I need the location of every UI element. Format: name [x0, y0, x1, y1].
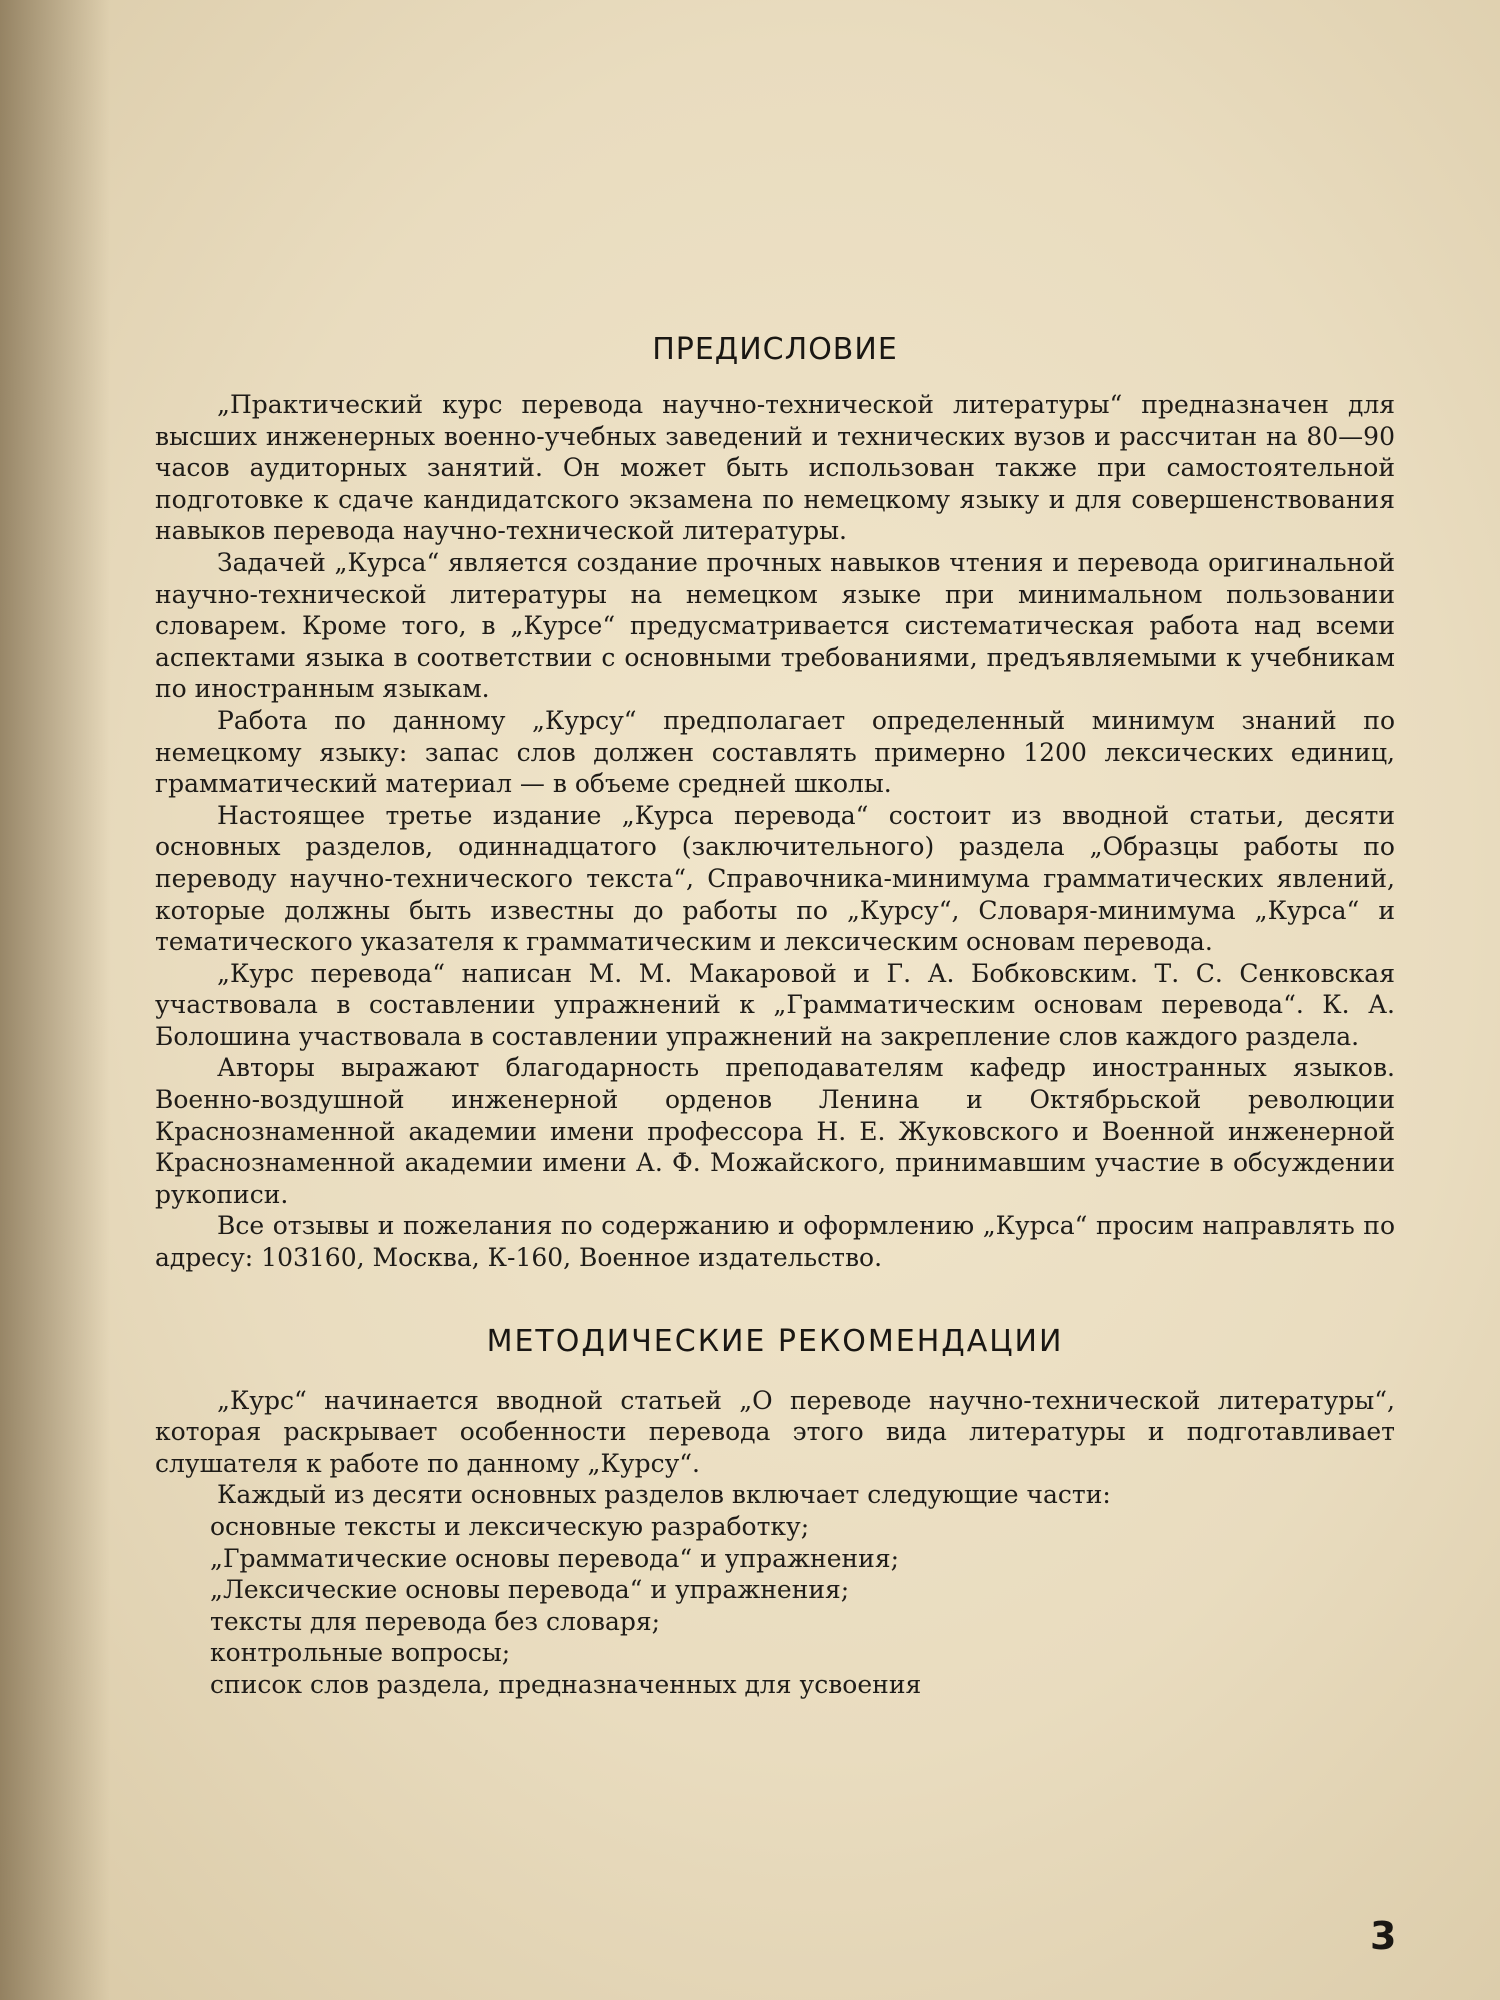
- recommendations-list-intro: Каждый из десяти основных разделов включает следующие части:: [217, 1480, 1111, 1510]
- preface-paragraph-4: Настоящее третье издание „Курса перевода“ состоит из вводной статьи, десяти основных разделов, одиннадцатого (заключительного) раздела „Образцы работы по переводу научно-технического текста“, Справочника-минимума грамматических явлений, которые должны быть известны до работы по „Курсу“, Словаря-минимума „Курса“ и тематического указателя к грамматическим и лексическим основам перевода.: [155, 800, 1395, 957]
- preface-paragraph-3: Работа по данному „Курсу“ предполагает определенный минимум знаний по немецкому языку: запас слов должен составлять примерно 1200 лексических единиц, грамматический материал — в объеме средней школы.: [155, 705, 1395, 799]
- preface-paragraph-2: Задачей „Курса“ является создание прочных навыков чтения и перевода оригинальной научно-технической литературы на немецком языке при минимальном пользовании словарем. Кроме того, в „Курсе“ предусматривается систематическая работа над всеми аспектами языка в соответствии с основными требованиями, предъявляемыми к учебникам по иностранным языкам.: [155, 547, 1395, 704]
- list-item: список слов раздела, предназначенных для усвоения: [210, 1669, 922, 1699]
- list-item: тексты для перевода без словаря;: [210, 1606, 661, 1636]
- preface-paragraph-5: „Курс перевода“ написан М. М. Макаровой и Г. А. Бобковским. Т. С. Сенковская участвовала в составлении упражнений к „Грамматическим основам перевода“. К. А. Болошина участвовала в составлении упражнений на закрепление слов каждого раздела.: [155, 958, 1395, 1051]
- preface-paragraph-6: Авторы выражают благодарность преподавателям кафедр иностранных языков. Военно-воздушной инженерной орденов Ленина и Октябрьской революции Краснознаменной академии имени профессора Н. Е. Жуковского и Военной инженерной Краснознаменной академии имени А. Ф. Можайского, принимавшим участие в обсуждении рукописи.: [155, 1053, 1395, 1209]
- binding-shadow: [0, 0, 110, 2000]
- recommendations-heading: МЕТОДИЧЕСКИЕ РЕКОМЕНДАЦИИ: [486, 1323, 1064, 1359]
- list-item: контрольные вопросы;: [210, 1638, 511, 1668]
- page-text: [155, 320, 1395, 1701]
- preface-paragraph-7: Все отзывы и пожелания по содержанию и оформлению „Курса“ просим направлять по адресу: 103160, Москва, К-160, Военное издательство.: [155, 1211, 1395, 1273]
- section-parts-list: [155, 1511, 1395, 1701]
- list-item: основные тексты и лексическую разработку;: [210, 1512, 810, 1541]
- preface-heading: ПРЕДИСЛОВИЕ: [652, 332, 898, 367]
- recommendations-intro: „Курс“ начинается вводной статьей „О переводе научно-технической литературы“, которая раскрывает особенности перевода этого вида литературы и подготавливает слушателя к работе по данному „Курсу“.: [155, 1385, 1395, 1478]
- list-item: „Лексические основы перевода“ и упражнения;: [210, 1575, 850, 1605]
- list-item: „Грамматические основы перевода“ и упражнения;: [210, 1543, 900, 1573]
- preface-paragraph-1: „Практический курс перевода научно-технической литературы“ предназначен для высших инженерных военно-учебных заведений и технических вузов и рассчитан на 80—90 часов аудиторных занятий. Он может быть использован также при самостоятельной подготовке к сдаче кандидатского экзамена по немецкому языку и для совершенствования навыков перевода научно-технической литературы.: [155, 390, 1395, 546]
- page-number: 3: [1370, 1914, 1397, 1958]
